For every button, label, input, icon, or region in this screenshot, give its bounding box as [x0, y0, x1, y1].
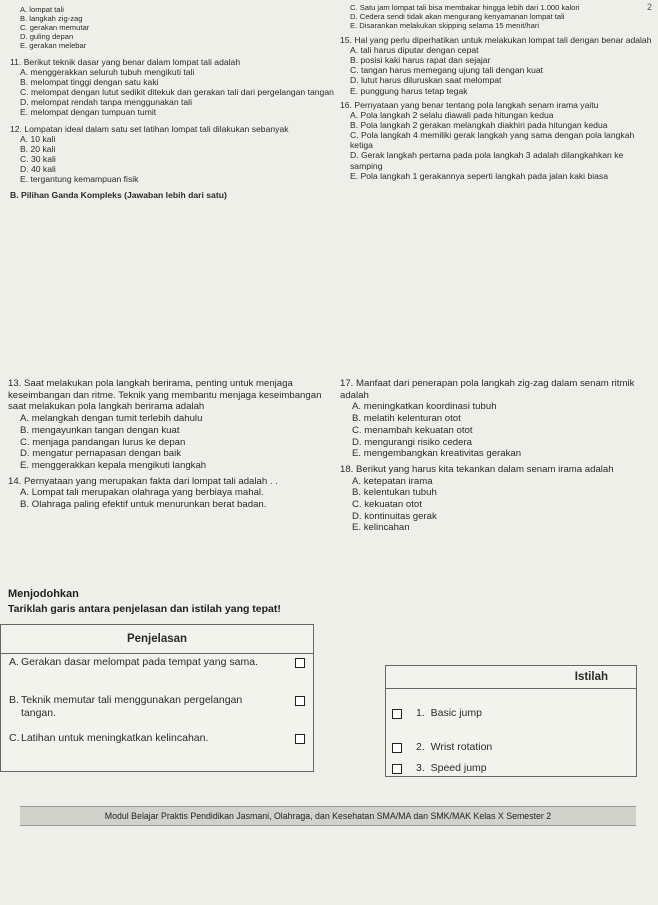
option: D. melompat rendah tanpa menggunakan tali — [20, 97, 192, 108]
footer-banner: Modul Belajar Praktis Pendidikan Jasmani, Olahraga, dan Kesehatan SMA/MA dan SMK/MAK Kelas X Semester 2 — [20, 806, 636, 826]
question-17 — [340, 378, 654, 460]
match-checkbox[interactable] — [295, 658, 305, 668]
option: E. Pola langkah 1 gerakannya seperti langkah pada jalan kaki biasa — [350, 170, 608, 181]
question-stem: 15. Hal yang perlu diperhatikan untuk melakukan lompat tali dengan benar adalah — [340, 34, 652, 45]
option: B. melompat tinggi dengan satu kaki — [20, 77, 159, 88]
option: B. 20 kali — [20, 143, 56, 154]
explanation-text: Gerakan dasar melompat pada tempat yang sama. — [21, 656, 258, 668]
term-text — [416, 741, 492, 753]
option: A. melangkah dengan tumit terlebih dahulu — [20, 413, 203, 425]
question-stem: 11. Berikut teknik dasar yang benar dalam lompat tali adalah — [10, 56, 241, 67]
question-stem: 16. Pernyataan yang benar tentang pola langkah senam irama yaitu — [340, 99, 599, 110]
option: D. kontinuitas gerak — [352, 510, 437, 522]
match-checkbox[interactable] — [392, 709, 402, 719]
section-b-label: B. Pilihan Ganda Kompleks (Jawaban lebih dari satu) — [10, 190, 227, 201]
question-12 — [10, 124, 336, 185]
option: B. posisi kaki harus rapat dan sejajar — [350, 55, 491, 66]
match-checkbox[interactable] — [392, 743, 402, 753]
question-13 — [8, 378, 338, 472]
page-number: 2 — [646, 2, 652, 12]
option: E. gerakan melebar — [20, 40, 87, 50]
option: B. mengayunkan tangan dengan kuat — [20, 424, 180, 436]
option: C. gerakan memutar — [20, 22, 90, 32]
option: A. ketepatan irama — [352, 475, 433, 487]
q10-tail-options — [340, 4, 652, 31]
row-marker: A. — [9, 656, 19, 668]
option: B. Pola langkah 2 gerakan melangkah diakhiri pada hitungan kedua — [350, 119, 608, 130]
option: C. menjaga pandangan lurus ke depan — [20, 436, 186, 448]
option: A. Pola langkah 2 selalu diawali pada hitungan kedua — [350, 109, 554, 120]
term-number: 2. — [416, 741, 425, 753]
option: B. langkah zig-zag — [20, 13, 83, 23]
option: B. melatih kelenturan otot — [352, 413, 461, 425]
question-stem: 17. Manfaat dari penerapan pola langkah zig-zag dalam senam ritmik adalah — [340, 378, 635, 401]
option: B. Olahraga paling efektif untuk menurunkan berat badan. — [20, 499, 267, 511]
option: E. kelincahan — [352, 522, 410, 534]
explanation-text: Latihan untuk meningkatkan kelincahan. — [21, 732, 209, 744]
option: D. guling depan — [20, 31, 74, 41]
explanation-text: Teknik memutar tali menggunakan pergelangan tangan. — [21, 694, 243, 720]
question-stem: 18. Berikut yang harus kita tekankan dalam senam irama adalah — [340, 463, 614, 475]
question-11 — [10, 57, 336, 118]
lower-left — [8, 378, 338, 514]
explanation-table — [0, 624, 314, 772]
explanation-row-b — [1, 692, 313, 730]
term-text — [416, 762, 487, 774]
term-header: Istilah — [386, 666, 636, 689]
term-number: 1. — [416, 707, 425, 719]
question-stem: 14. Pernyataan yang merupakan fakta dari lompat tali adalah . . — [8, 475, 278, 487]
option: D. 40 kali — [20, 164, 56, 175]
term-label: Wrist rotation — [430, 741, 493, 753]
question-stem: 13. Saat melakukan pola langkah berirama, penting untuk menjaga keseimbangan dan ritme. Teknik yang membantu menjaga keseimbangan saat melakukan pola langkah berirama adalah — [8, 378, 322, 413]
term-label: Speed jump — [430, 762, 487, 774]
option: D. lutut harus diluruskan saat melompat — [350, 75, 502, 86]
match-checkbox[interactable] — [295, 734, 305, 744]
explanation-header: Penjelasan — [1, 625, 313, 654]
match-checkbox[interactable] — [295, 696, 305, 706]
option: A. meningkatkan koordinasi tubuh — [352, 401, 497, 413]
section-title: Menjodohkan — [8, 588, 79, 600]
question-16 — [340, 100, 652, 181]
right-column — [340, 4, 652, 184]
option: D. Cedera sendi tidak akan mengurang kenyamanan lompat tali — [350, 11, 565, 21]
explanation-row-a — [1, 654, 313, 692]
term-label: Basic jump — [430, 707, 482, 719]
option: B. kelentukan tubuh — [352, 487, 437, 499]
option: A. Lompat tali merupakan olahraga yang berbiaya mahal. — [20, 487, 264, 499]
left-column — [10, 6, 336, 204]
option: C. Satu jam lompat tali bisa membakar hingga lebih dari 1.000 kalori — [350, 3, 580, 12]
match-checkbox[interactable] — [392, 764, 402, 774]
option: C. tangan harus memegang ujung tali dengan kuat — [350, 65, 544, 76]
q10-options — [10, 6, 336, 51]
option: D. mengatur pernapasan dengan baik — [20, 448, 182, 460]
option: C. 30 kali — [20, 154, 56, 165]
option: C. melompat dengan lutut sedikit ditekuk dan gerakan tali dari pergelangan tangan — [20, 87, 334, 98]
option: E. punggung harus tetap tegak — [350, 85, 468, 96]
matching-instruction: Tariklah garis antara penjelasan dan istilah yang tepat! — [8, 603, 281, 615]
option: A. tali harus diputar dengan cepat — [350, 45, 479, 55]
term-text — [416, 707, 482, 719]
option: C. menambah kekuatan otot — [352, 424, 473, 436]
option: E. melompat dengan tumpuan tumit — [20, 107, 157, 118]
question-15 — [340, 35, 652, 96]
option: C. kekuatan otot — [352, 499, 422, 511]
question-18 — [340, 464, 654, 534]
option: E. menggerakkan kepala mengikuti langkah — [20, 459, 207, 471]
question-stem: 12. Lompatan ideal dalam satu set latihan lompat tali dilakukan sebanyak — [10, 123, 289, 134]
explanation-row-c — [1, 730, 313, 754]
section-b-title — [10, 190, 336, 200]
option: C. Pola langkah 4 memiliki gerak langkah yang sama dengan pola langkah ketiga — [350, 130, 635, 151]
question-14 — [8, 476, 338, 511]
option: E. tergantung kemampuan fisik — [20, 174, 139, 185]
term-number: 3. — [416, 762, 425, 774]
option: A. lompat tali — [20, 5, 64, 14]
option: E. mengembangkan kreativitas gerakan — [352, 448, 522, 460]
row-marker: B. — [9, 694, 19, 706]
term-table — [385, 665, 637, 777]
option: D. Gerak langkah pertama pada pola langkah 3 adalah dilangkahkan ke samping — [350, 150, 624, 171]
option: E. Disarankan melakukan skipping selama 15 menit/hari — [350, 20, 540, 30]
option: D. mengurangi risiko cedera — [352, 436, 472, 448]
row-marker: C. — [9, 732, 20, 744]
option: A. menggerakkan seluruh tubuh mengikuti tali — [20, 66, 195, 77]
option: A. 10 kali — [20, 133, 56, 144]
lower-right — [340, 378, 654, 537]
